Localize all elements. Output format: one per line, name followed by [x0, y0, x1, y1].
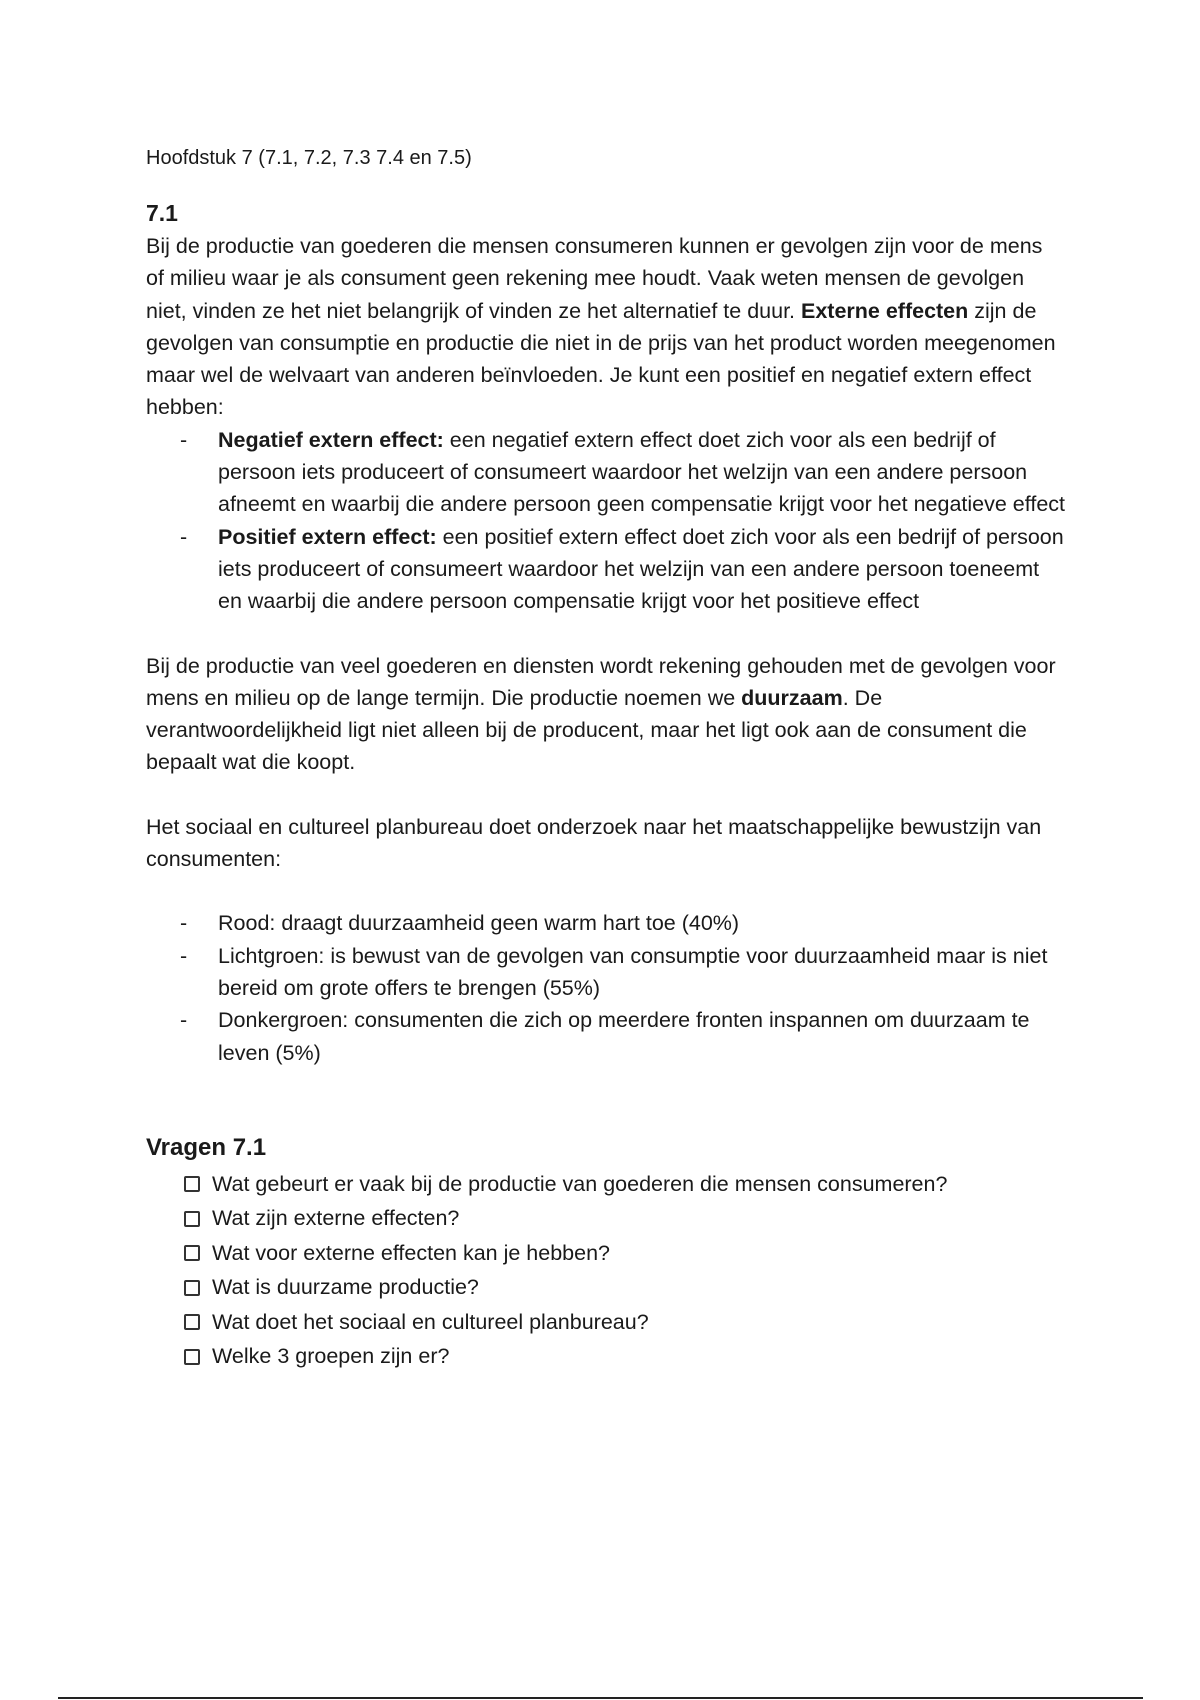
sustainable-text-1: Bij de productie van veel goederen en diensten wordt rekening gehouden met de gevolgen voor mens en milieu op de lange termijn. Die productie noemen we	[146, 653, 1056, 710]
question-text: Welke 3 groepen zijn er?	[212, 1344, 450, 1369]
document-page	[146, 142, 1066, 1374]
dash-bullet: -	[180, 1008, 188, 1033]
effects-list	[146, 424, 1066, 618]
group-text: Rood: draagt duurzaamheid geen warm hart toe (40%)	[218, 911, 740, 936]
checkbox[interactable]	[184, 1280, 200, 1296]
checklist-item	[184, 1339, 1066, 1374]
effect-text: een positief extern effect doet zich voor als een bedrijf of persoon iets produceert of consumeert waardoor het welzijn van een andere persoon toeneemt en waarbij die andere persoon compensatie krijgt voor het positieve effect	[218, 524, 1064, 614]
checklist-item	[184, 1201, 1066, 1236]
groups-list	[146, 907, 1066, 1068]
list-item	[180, 940, 1066, 1005]
checkbox[interactable]	[184, 1349, 200, 1365]
questions-title: Vragen 7.1	[146, 1133, 267, 1161]
group-text: Lichtgroen: is bewust van de gevolgen van consumptie voor duurzaamheid maar is niet bereid om grote offers te brengen (55%)	[218, 943, 1048, 1000]
checkbox[interactable]	[184, 1211, 200, 1227]
sustainable-bold-term: duurzaam	[741, 685, 843, 710]
checklist-item	[184, 1236, 1066, 1271]
list-item	[180, 424, 1066, 521]
spacer	[146, 875, 1066, 907]
checkbox[interactable]	[184, 1176, 200, 1192]
question-text: Wat voor externe effecten kan je hebben?	[212, 1240, 611, 1265]
question-text: Wat zijn externe effecten?	[212, 1206, 460, 1231]
checklist-item	[184, 1167, 1066, 1202]
question-text: Wat gebeurt er vaak bij de productie van goederen die mensen consumeren?	[212, 1171, 948, 1196]
list-item	[180, 521, 1066, 618]
dash-bullet: -	[180, 524, 188, 549]
list-item	[180, 1004, 1066, 1069]
intro-bold-term: Externe effecten	[800, 298, 969, 323]
spacer	[146, 779, 1066, 811]
dash-bullet: -	[180, 911, 188, 936]
planbureau-paragraph: Het sociaal en cultureel planbureau doet onderzoek naar het maatschappelijke bewustzijn van consumenten:	[146, 814, 1042, 872]
section-title: 7.1	[146, 200, 178, 226]
sustainable-paragraph	[146, 650, 1066, 779]
dash-bullet: -	[180, 943, 188, 968]
group-text: Donkergroen: consumenten die zich op meerdere fronten inspannen om duurzaam te leven (5%)	[218, 1008, 1030, 1065]
question-text: Wat doet het sociaal en cultureel planbureau?	[212, 1309, 649, 1334]
chapter-header: Hoofdstuk 7 (7.1, 7.2, 7.3 7.4 en 7.5)	[146, 147, 472, 169]
effect-term: Negatief extern effect:	[218, 427, 444, 452]
checkbox[interactable]	[184, 1314, 200, 1330]
sustainable-text-2: . De verantwoordelijkheid ligt niet alleen bij de producent, maar het ligt ook aan de consument die bepaalt wat die koopt.	[146, 685, 1027, 775]
intro-text-2: zijn de gevolgen van consumptie en productie die niet in de prijs van het product worden meegenomen maar wel de welvaart van anderen beïnvloeden. Je kunt een positief en negatief extern effect hebben:	[146, 298, 1056, 420]
question-text: Wat is duurzame productie?	[212, 1275, 479, 1300]
spacer	[146, 618, 1066, 650]
intro-text-1: Bij de productie van goederen die mensen consumeren kunnen er gevolgen zijn voor de mens of milieu waar je als consument geen rekening mee houdt. Vaak weten mensen de gevolgen niet, vinden ze het niet belangrijk of vinden ze het alternatief te duur.	[146, 234, 1043, 323]
effect-text: een negatief extern effect doet zich voor als een bedrijf of persoon iets produceert of consumeert waardoor het welzijn van een andere persoon afneemt en waarbij die andere persoon geen compensatie krijgt voor het negatieve effect	[218, 427, 1066, 517]
dash-bullet: -	[180, 427, 188, 452]
checkbox[interactable]	[184, 1245, 200, 1261]
effect-term: Positief extern effect:	[218, 524, 437, 549]
intro-paragraph	[146, 230, 1066, 424]
questions-checklist	[146, 1167, 1066, 1374]
page-bottom-rule	[58, 1697, 1143, 1699]
checklist-item	[184, 1270, 1066, 1305]
checklist-item	[184, 1305, 1066, 1340]
list-item	[180, 907, 1066, 939]
